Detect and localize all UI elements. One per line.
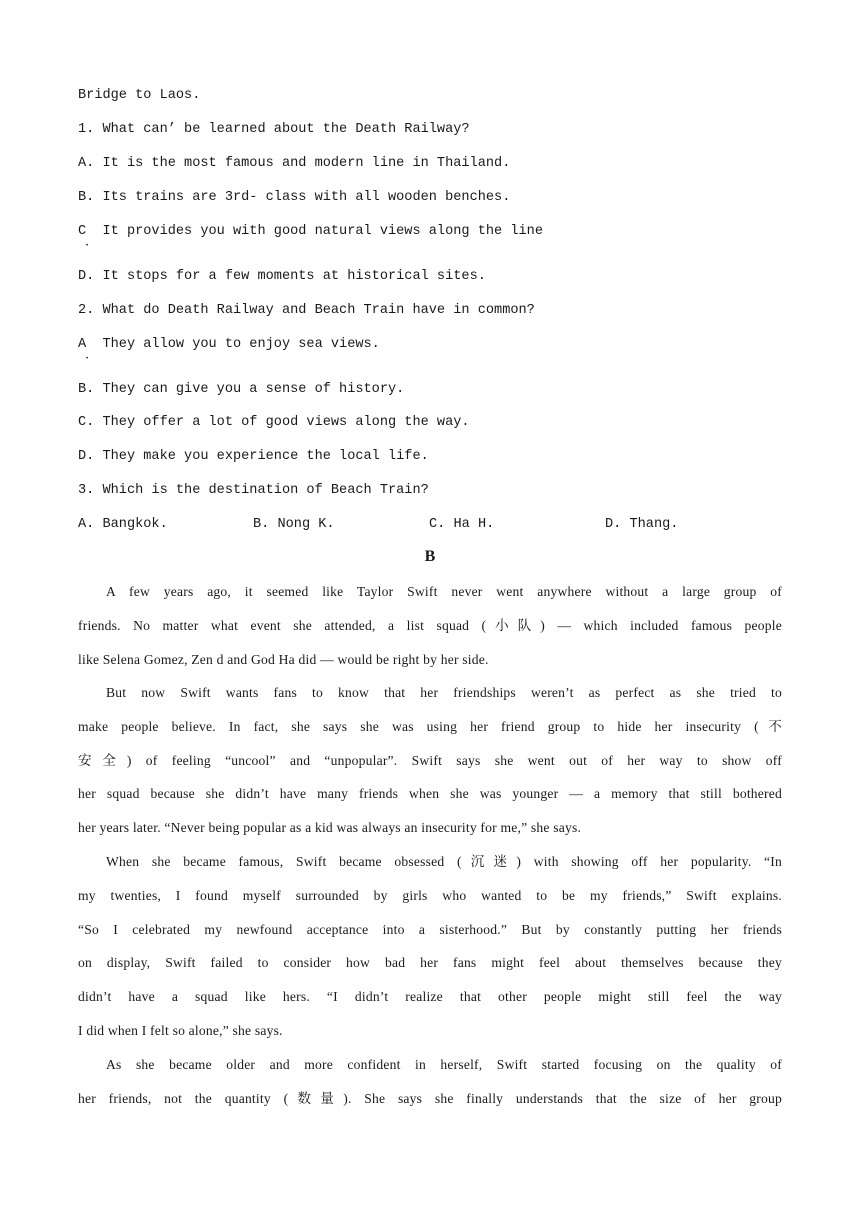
question-3-option-b: B. Nong K. bbox=[253, 517, 335, 532]
question-1-option-d: D. It stops for a few moments at historical sites. bbox=[78, 269, 486, 284]
paragraph-line: her squad because she didn’t have many friends when she was younger — a memory that still bothered bbox=[78, 786, 782, 802]
paragraph-line: didn’t have a squad like hers. “I didn’t realize that other people might still feel the way bbox=[78, 989, 782, 1005]
paragraph-line: I did when I felt so alone,” she says. bbox=[78, 1022, 283, 1038]
question-1-option-a: A. It is the most famous and modern line in Thailand. bbox=[78, 156, 511, 171]
question-1-option-b: B. Its trains are 3rd- class with all wooden benches. bbox=[78, 190, 511, 205]
paragraph-line: A few years ago, it seemed like Taylor Swift never went anywhere without a large group of bbox=[106, 584, 782, 599]
paragraph-line: make people believe. In fact, she says she was using her friend group to hide her insecurity (不 bbox=[78, 718, 782, 734]
question-2-option-a: A They allow you to enjoy sea views. bbox=[78, 337, 380, 352]
paragraph-line: like Selena Gomez, Zen d and God Ha did — would be right by her side. bbox=[78, 651, 489, 667]
question-3-option-c: C. Ha H. bbox=[429, 517, 495, 532]
paragraph-line: her years later. “Never being popular as a kid was always an insecurity for me,” she says. bbox=[78, 820, 582, 836]
stray-dot-mark: · bbox=[85, 238, 90, 253]
paragraph-line: As she became older and more confident in herself, Swift started focusing on the quality of bbox=[106, 1057, 782, 1072]
paragraph-line: 安全) of feeling “uncool” and “unpopular”. Swift says she went out of her way to show off bbox=[78, 752, 782, 768]
question-2: 2. What do Death Railway and Beach Train have in common? bbox=[78, 303, 535, 318]
paragraph-line: But now Swift wants fans to know that her friendships weren’t as perfect as she tried to bbox=[106, 685, 782, 700]
question-2-option-d: D. They make you experience the local life. bbox=[78, 449, 429, 464]
question-1-option-c: C It provides you with good natural views along the line bbox=[78, 224, 543, 239]
question-2-option-c: C. They offer a lot of good views along the way. bbox=[78, 415, 470, 430]
stray-dot-mark: · bbox=[85, 351, 90, 366]
paragraph-line: on display, Swift failed to consider how bad her fans might feel about themselves because they bbox=[78, 955, 782, 971]
passage-paragraph-3 bbox=[78, 845, 782, 1048]
passage-paragraph-2 bbox=[78, 676, 782, 845]
question-3: 3. Which is the destination of Beach Train? bbox=[78, 483, 429, 498]
text-line-bridge: Bridge to Laos. bbox=[78, 88, 201, 103]
paragraph-line: “So I celebrated my newfound acceptance into a sisterhood.” But by constantly putting her friends bbox=[78, 921, 782, 937]
passage-paragraph-1 bbox=[78, 575, 782, 676]
section-heading: B bbox=[424, 548, 436, 565]
passage-paragraph-4 bbox=[78, 1048, 782, 1116]
paragraph-line: friends. No matter what event she attended, a list squad (小队) — which included famous people bbox=[78, 617, 782, 633]
paragraph-line: my twenties, I found myself surrounded by girls who wanted to be my friends,” Swift explains. bbox=[78, 887, 782, 903]
paragraph-line: When she became famous, Swift became obsessed (沉迷) with showing off her popularity. “In bbox=[106, 854, 782, 869]
paragraph-line: her friends, not the quantity (数量). She says she finally understands that the size of her group bbox=[78, 1090, 782, 1106]
question-3-option-a: A. Bangkok. bbox=[78, 517, 168, 532]
question-1: 1. What can’ be learned about the Death Railway? bbox=[78, 122, 470, 137]
question-3-option-d: D. Thang. bbox=[605, 517, 679, 532]
question-2-option-b: B. They can give you a sense of history. bbox=[78, 382, 405, 397]
